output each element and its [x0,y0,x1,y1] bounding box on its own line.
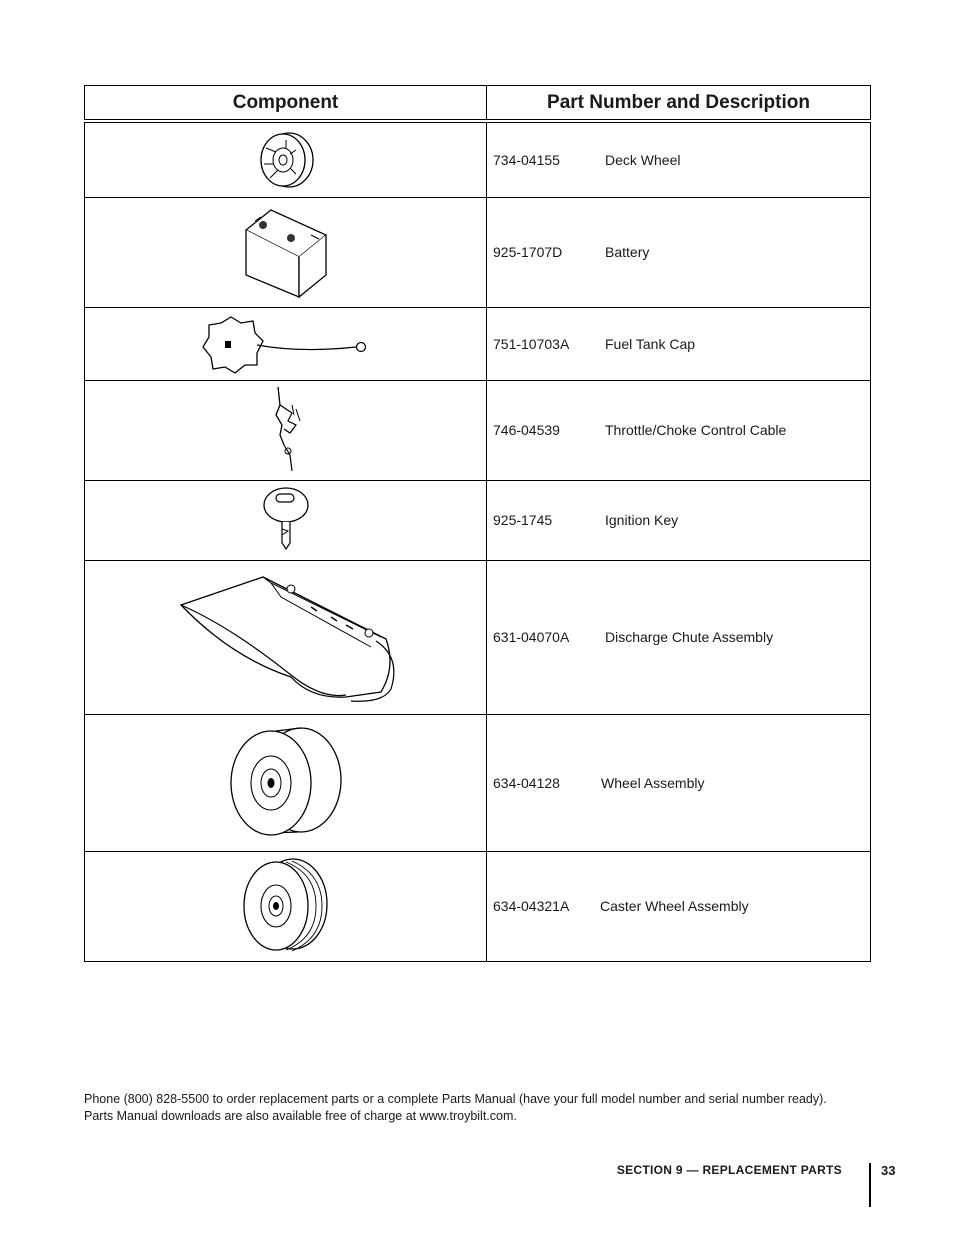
table-header-row [85,86,871,122]
part-description-cell [487,307,871,380]
part-number: 631-04070A [493,629,570,645]
part-number: 746-04539 [493,422,560,438]
throttle-cable-illustration [85,380,487,480]
part-number: 734-04155 [493,151,560,168]
part-description: Throttle/Choke Control Cable [605,422,787,438]
part-description: Battery [605,244,650,260]
table-row [85,714,871,851]
table-row [85,851,871,961]
fuel-tank-cap-illustration [85,307,487,380]
battery-illustration [85,197,487,307]
discharge-chute-illustration [85,560,487,714]
deck-wheel-illustration [85,121,487,197]
part-description: Caster Wheel Assembly [600,898,749,914]
wheel-assembly-illustration [85,714,487,851]
part-description-cell [487,560,871,714]
table-row [85,307,871,380]
part-number: 634-04128 [493,774,560,791]
page-number: 33 [881,1163,896,1178]
part-description: Discharge Chute Assembly [605,629,774,645]
column-header-component: Component [85,86,487,122]
section-label: SECTION 9 — REPLACEMENT PARTS [616,1163,842,1177]
part-number: 925-1745 [493,512,553,528]
part-number: 751-10703A [493,335,570,352]
part-number: 634-04321A [493,898,570,914]
column-header-part: Part Number and Description [487,86,871,122]
footer-divider [869,1163,871,1207]
parts-table [84,85,871,962]
part-description-cell [487,480,871,560]
part-description-cell [487,851,871,961]
caster-wheel-illustration [85,851,487,961]
table-row [85,380,871,480]
table-row [85,121,871,197]
part-description-cell [487,121,871,197]
part-description: Fuel Tank Cap [605,335,696,352]
table-row [85,480,871,560]
ordering-note-line-2: Parts Manual downloads are also available free of charge at www.troybilt.com. [84,1109,517,1123]
part-description-cell [487,714,871,851]
ordering-note [84,1091,884,1125]
part-description: Wheel Assembly [601,774,705,791]
table-row [85,197,871,307]
part-description-cell [487,380,871,480]
ordering-note-line-1: Phone (800) 828-5500 to order replacement parts or a complete Parts Manual (have your full model number and serial number ready). [84,1092,827,1106]
part-number: 925-1707D [493,244,563,260]
part-description-cell [487,197,871,307]
table-row [85,560,871,714]
ignition-key-illustration [85,480,487,560]
part-description: Ignition Key [605,512,679,528]
part-description: Deck Wheel [605,151,681,168]
